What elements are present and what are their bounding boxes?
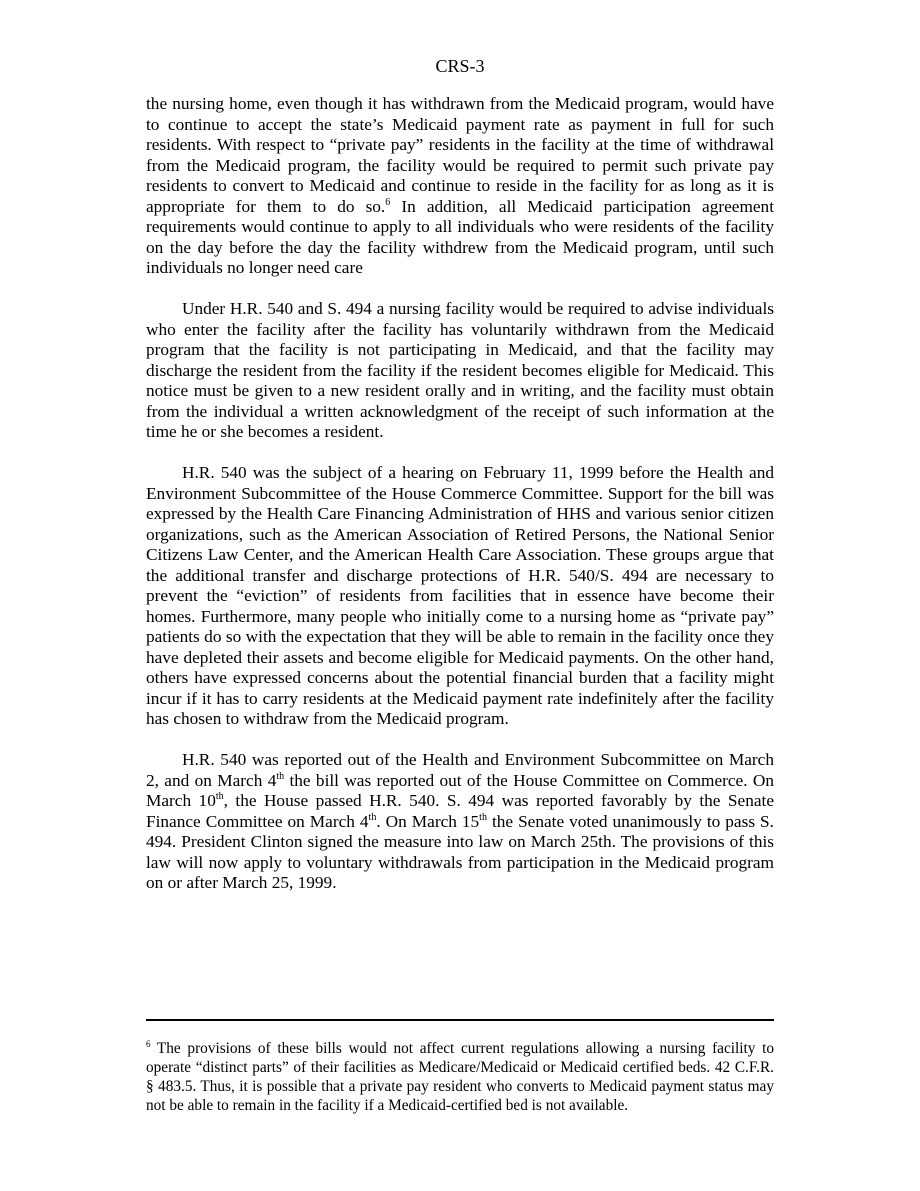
ordinal-suffix: th xyxy=(479,811,487,823)
page-header: CRS-3 xyxy=(435,56,485,76)
body-text xyxy=(146,94,774,914)
paragraph-legislative-history xyxy=(146,750,774,894)
ordinal-suffix: th xyxy=(215,791,224,803)
paragraph-text: . On March 15 xyxy=(376,811,480,831)
paragraph-notice-requirement xyxy=(146,299,774,443)
footnote-text: The provisions of these bills would not affect current regulations allowing a nursing facility to operate “distinct parts” of their facilities as Medicare/Medicaid or Medicaid certified beds. 42 C.F.R. § 483.5. Thus, it is possible that a private pay resident who converts to Medicaid payment status may not be able to remain in the facility if a Medicaid-certified bed is not available. xyxy=(146,1040,774,1114)
ordinal-suffix: th xyxy=(368,811,377,823)
paragraph-text: the bill was reported out of the House Committee on Commerce. On March 10 xyxy=(146,770,775,810)
paragraph-continuation xyxy=(146,94,774,279)
paragraph-text: In addition, all Medicaid participation agreement requirements would continue to apply to all individuals who were residents of the facility on the day before the day the facility withdrew from the Medicaid program, until such individuals no longer need care xyxy=(146,196,774,277)
paragraph-text: Under H.R. 540 and S. 494 a nursing facility would be required to advise individuals who enter the facility after the facility has voluntarily withdrawn from the Medicaid program that the facility is not participating in Medicaid, and that the facility may discharge the resident from the facility if the resident becomes eligible for Medicaid. This notice must be given to a new resident orally and in writing, and the facility must obtain from the individual a written acknowledgment of the receipt of such information at the time he or she becomes a resident. xyxy=(146,299,774,441)
paragraph-text: the nursing home, even though it has withdrawn from the Medicaid program, would have to continue to accept the state’s Medicaid payment rate as payment in full for such residents. With respect to “private pay” residents in the facility at the time of withdrawal from the Medicaid program, the facility would be required to permit such private pay residents to convert to Medicaid and continue to reside in the facility for as long as it is appropriate for them to do so. xyxy=(146,94,774,216)
footnote xyxy=(146,1039,774,1115)
paragraph-text: , the House passed H.R. 540. S. 494 was reported favorably by the Senate Finance Committee on March 4 xyxy=(146,791,774,831)
paragraph-text: H.R. 540 was the subject of a hearing on February 11, 1999 before the Health and Environment Subcommittee of the House Commerce Committee. Support for the bill was expressed by the Health Care Financing Administration of HHS and various senior citizen organizations, such as the American Association of Retired Persons, the National Senior Citizens Law Center, and the American Health Care Association. These groups argue that the additional transfer and discharge protections of H.R. 540/S. 494 are necessary to prevent the “eviction” of residents from facilities that in essence have become their homes. Furthermore, many people who initially come to a nursing home as “private pay” patients do so with the expectation that they will be able to remain in the facility once they have depleted their assets and become eligible for Medicaid payments. On the other hand, others have expressed concerns about the potential financial burden that a facility might incur if it has to carry residents at the Medicaid payment rate indefinitely after the facility has chosen to withdraw from the Medicaid program. xyxy=(146,463,774,728)
ordinal-suffix: th xyxy=(276,770,285,782)
footnote-divider xyxy=(146,1019,774,1021)
footnote-marker: 6 xyxy=(146,1038,151,1049)
footnote-reference: 6 xyxy=(385,196,391,208)
paragraph-text: H.R. 540 was reported out of the Health and Environment Subcommittee on March 2, and on March 4 xyxy=(146,750,774,790)
paragraph-hearing xyxy=(146,463,774,730)
paragraph-text: the Senate voted unanimously to pass S. 494. President Clinton signed the measure into law on March 25th. The provisions of this law will now apply to voluntary withdrawals from participation in the Medicaid program on or after March 25, 1999. xyxy=(146,811,774,892)
